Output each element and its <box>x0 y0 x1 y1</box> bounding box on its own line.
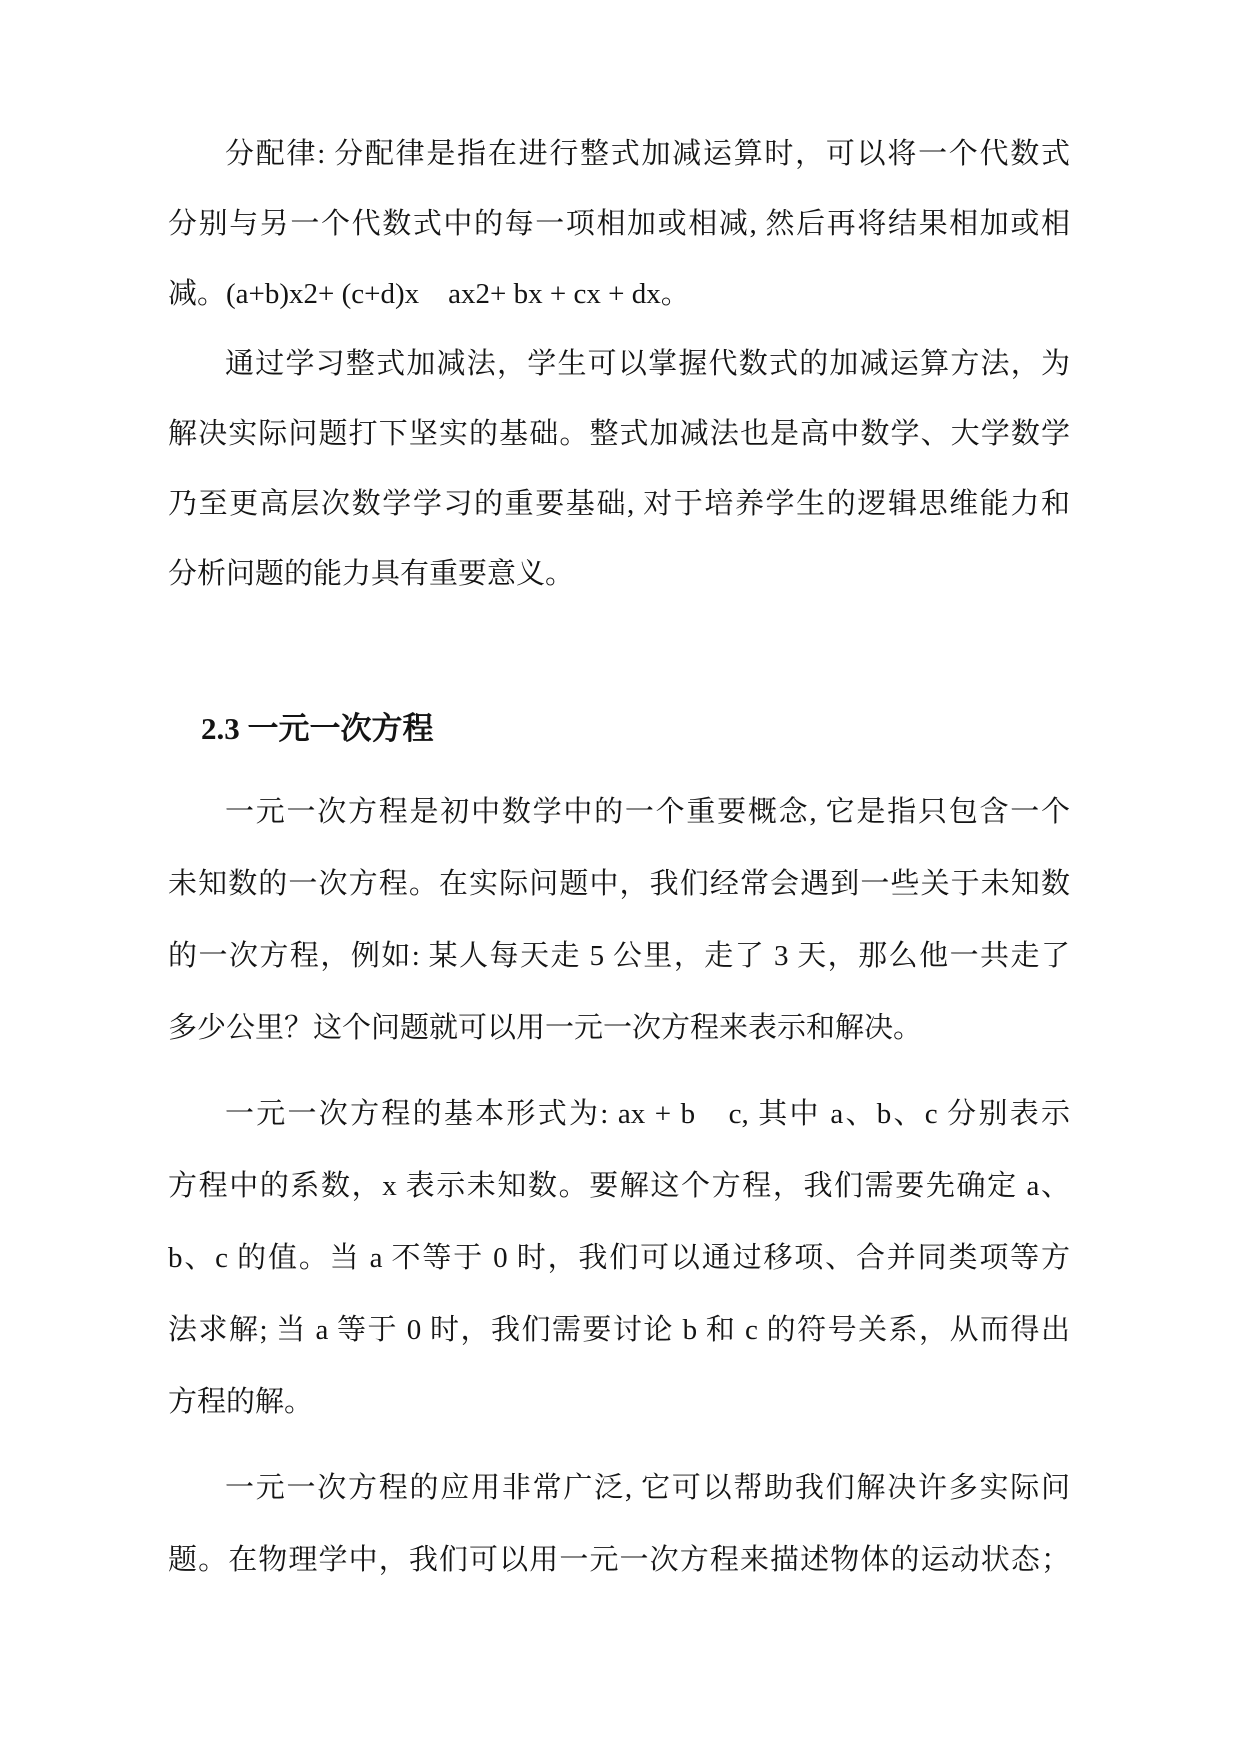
text-line: 未知数的一次方程。在实际问题中，我们经常会遇到一些关于未知数 <box>168 868 1070 900</box>
text-line: 一元一次方程是初中数学中的一个重要概念, 它是指只包含一个 <box>225 796 1070 828</box>
section-heading: 2.3 一元一次方程 <box>201 711 434 746</box>
text-line: 的一次方程，例如: 某人每天走 5 公里，走了 3 天，那么他一共走了 <box>168 940 1070 972</box>
document-content <box>168 119 1070 1596</box>
text-line: 方程的解。 <box>168 1386 314 1418</box>
paragraph <box>168 1452 1070 1596</box>
text-line: 法求解; 当 a 等于 0 时，我们需要讨论 b 和 c 的符号关系，从而得出 <box>168 1314 1070 1346</box>
paragraph <box>168 119 1070 329</box>
paragraph <box>168 329 1070 609</box>
text-line: 一元一次方程的应用非常广泛, 它可以帮助我们解决许多实际问 <box>225 1472 1070 1504</box>
text-line: 方程中的系数，x 表示未知数。要解这个方程，我们需要先确定 a、 <box>168 1170 1070 1202</box>
paragraph <box>168 1078 1070 1438</box>
text-line: 乃至更高层次数学学习的重要基础, 对于培养学生的逻辑思维能力和 <box>168 488 1070 520</box>
text-line: 多少公里？这个问题就可以用一元一次方程来表示和解决。 <box>168 1012 923 1044</box>
text-line: 题。在物理学中，我们可以用一元一次方程来描述物体的运动状态； <box>168 1544 1070 1576</box>
paragraph <box>168 776 1070 1064</box>
text-line: 分配律: 分配律是指在进行整式加减运算时，可以将一个代数式 <box>225 138 1070 170</box>
text-line: 通过学习整式加减法，学生可以掌握代数式的加减运算方法，为 <box>225 348 1070 380</box>
text-line: 减。(a+b)x2+ (c+d)x ax2+ bx + cx + dx。 <box>168 278 690 310</box>
text-line: 一元一次方程的基本形式为: ax + b c, 其中 a、b、c 分别表示 <box>225 1098 1070 1130</box>
text-line: 解决实际问题打下坚实的基础。整式加减法也是高中数学、大学数学 <box>168 418 1070 450</box>
text-line: 分析问题的能力具有重要意义。 <box>168 558 575 590</box>
text-line: 分别与另一个代数式中的每一项相加或相减, 然后再将结果相加或相 <box>168 208 1070 240</box>
text-line: b、c 的值。当 a 不等于 0 时，我们可以通过移项、合并同类项等方 <box>168 1242 1070 1274</box>
